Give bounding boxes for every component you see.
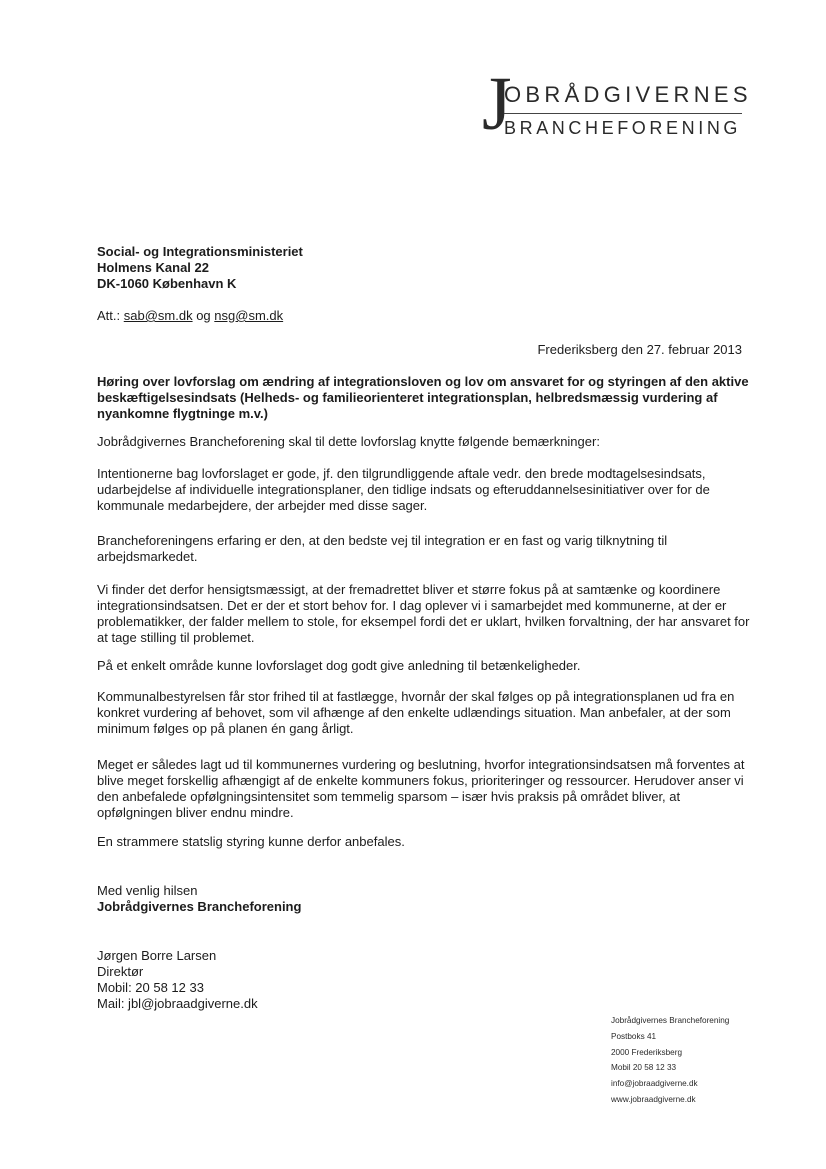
sender-name: Jørgen Borre Larsen: [97, 948, 217, 963]
body-paragraph-6: Kommunalbestyrelsen får stor frihed til at fastlægge, hvornår der skal følges op på integrationsplanen ud fra en konkret vurdering af behovet, som vil afhænge af den enkelte udlændings situation. Man anbefaler, at der som minimum følges op på planen én gang årligt.: [97, 689, 735, 736]
organization-logo: [482, 62, 752, 150]
footer-mobile: Mobil 20 58 12 33: [611, 1063, 677, 1073]
body-paragraph-8: En strammere statslig styring kunne derfor anbefales.: [97, 834, 405, 849]
closing-organization: Jobrådgivernes Brancheforening: [97, 899, 302, 914]
body-paragraph-1: Jobrådgivernes Brancheforening skal til dette lovforslag knytte følgende bemærkninger:: [97, 434, 600, 449]
attention-joiner: og: [196, 308, 211, 323]
recipient-name: Social- og Integrationsministeriet: [97, 244, 303, 259]
closing: [97, 883, 301, 915]
attention-line: [97, 308, 283, 324]
body-paragraph-5: På et enkelt område kunne lovforslaget dog godt give anledning til betænkeligheder.: [97, 658, 581, 673]
attention-email-2[interactable]: nsg@sm.dk: [214, 308, 284, 323]
body-paragraph-2: Intentionerne bag lovforslaget er gode, jf. den tilgrundliggende aftale vedr. den brede modtagelsesindsats, udarbejdelse af individuelle integrationsplaner, den tidlige indsats og efteruddannelsesinitiativer over for de kommunale medarbejdere, der arbejder med disse sager.: [97, 466, 710, 513]
sender-block: [97, 948, 258, 1012]
recipient-city: DK-1060 København K: [97, 276, 237, 291]
body-paragraph-4: Vi finder det derfor hensigtsmæssigt, at der fremadrettet bliver et større fokus på at samtænke og koordinere integrationsindsatsen. Det er der et stort behov for. I dag oplever vi i samarbejdet med kommunerne, at der er problematikker, der falder mellem to stole, for eksempel fordi det er uklart, hvilken forvaltning, der har ansvaret for at tage stilling til problemet.: [97, 582, 750, 645]
logo-line-2: BRANCHEFORENING: [504, 118, 742, 138]
sender-title: Direktør: [97, 964, 144, 979]
recipient-address: [97, 244, 303, 292]
footer-contact: [611, 1013, 729, 1108]
attention-email-1[interactable]: sab@sm.dk: [123, 308, 193, 323]
footer-web: www.jobraadgiverne.dk: [611, 1094, 696, 1104]
attention-label: Att.:: [97, 308, 121, 323]
footer-pobox: Postboks 41: [611, 1031, 657, 1041]
footer-city: 2000 Frederiksberg: [611, 1047, 682, 1057]
closing-greeting: Med venlig hilsen: [97, 883, 198, 898]
logo-initial: J: [482, 62, 512, 146]
recipient-street: Holmens Kanal 22: [97, 260, 209, 275]
footer-org: Jobrådgivernes Brancheforening: [611, 1016, 730, 1025]
sender-mobile: Mobil: 20 58 12 33: [97, 980, 204, 995]
footer-email: info@jobraadgiverne.dk: [611, 1079, 698, 1089]
body-paragraph-7: Meget er således lagt ud til kommunernes vurdering og beslutning, hvorfor integrationsindsatsen må forventes at blive meget forskellig afhængigt af de enkelte kommuners fokus, prioriteringer og ressourcer. Herudover anser vi den anbefalede opfølgningsintensitet som temmelig sparsom – især hvis praksis på området bliver, at opfølgningen bliver endnu mindre.: [97, 757, 745, 820]
body-paragraph-3: Brancheforeningens erfaring er den, at den bedste vej til integration er en fast og varig tilknytning til arbejdsmarkedet.: [97, 533, 668, 564]
sender-mail: Mail: jbl@jobraadgiverne.dk: [97, 996, 258, 1011]
letter-subject: Høring over lovforslag om ændring af integrationsloven og lov om ansvaret for og styringen af den aktive beskæftigelsesindsats (Helheds- og familieorienteret integrationsplan, helbredsmæssig vurdering af nyankomne flygtninge m.v.): [97, 374, 749, 421]
logo-divider: [504, 113, 742, 114]
logo-line-1: OBRÅDGIVERNES: [504, 82, 752, 107]
letter-date: Frederiksberg den 27. februar 2013: [537, 342, 742, 357]
